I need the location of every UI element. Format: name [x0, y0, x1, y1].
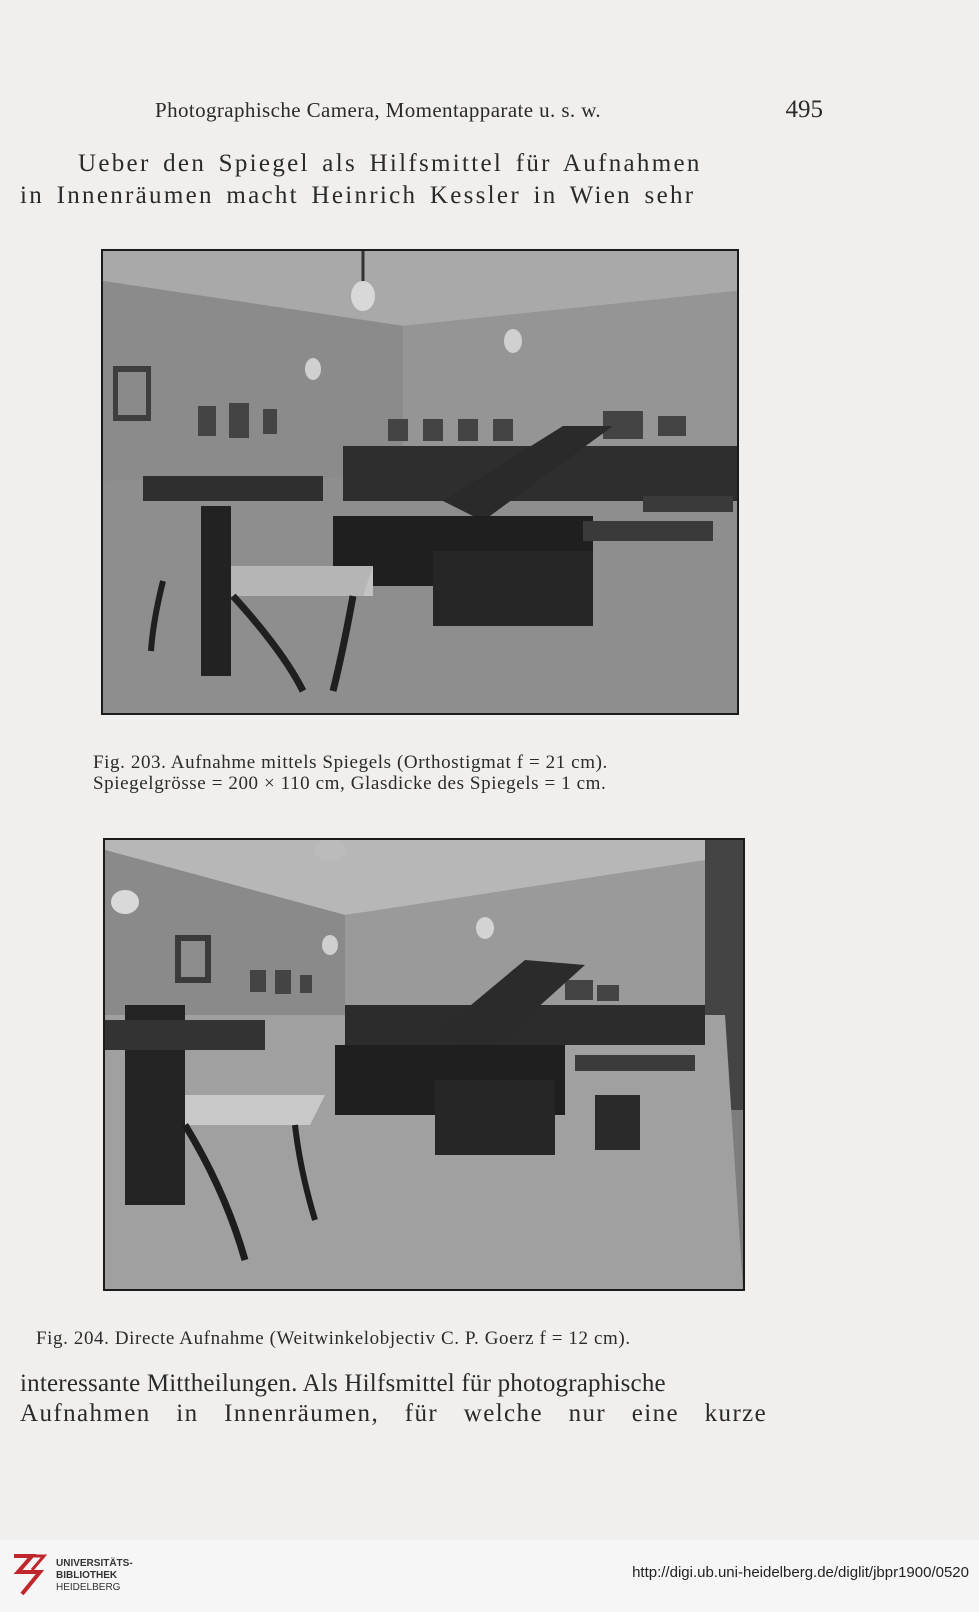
figure-203-photograph	[101, 249, 739, 715]
page-number: 495	[785, 96, 823, 123]
figure-204-caption: Fig. 204. Directe Aufnahme (Weitwinkelobjectiv C. P. Goerz f = 12 cm).	[36, 1328, 631, 1349]
running-header	[155, 98, 823, 128]
permalink-url[interactable]: http://digi.ub.uni-heidelberg.de/diglit/jbpr1900/0520	[632, 1564, 969, 1581]
body-text-line: Ueber den Spiegel als Hilfsmittel für Aufnahmen	[78, 150, 702, 177]
library-logo-icon	[10, 1552, 48, 1598]
library-name-line: UNIVERSITÄTS-	[56, 1558, 133, 1569]
figure-203-caption: Fig. 203. Aufnahme mittels Spiegels (Orthostigmat f = 21 cm).	[93, 752, 608, 773]
figure-203-caption-continued: Spiegelgrösse = 200 × 110 cm, Glasdicke des Spiegels = 1 cm.	[93, 773, 607, 794]
digitization-footer	[0, 1540, 979, 1612]
running-title: Photographische Camera, Momentapparate u. s. w.	[155, 98, 602, 122]
library-name-line: HEIDELBERG	[56, 1582, 121, 1593]
library-name	[56, 1558, 133, 1594]
figure-204-photograph	[103, 838, 745, 1291]
body-text-line: Aufnahmen in Innenräumen, für welche nur eine kurze	[20, 1400, 768, 1427]
library-name-line: BIBLIOTHEK	[56, 1570, 118, 1581]
body-text-line: interessante Mittheilungen. Als Hilfsmittel für photographische	[20, 1370, 666, 1397]
body-text-line: in Innenräumen macht Heinrich Kessler in Wien sehr	[20, 182, 696, 209]
